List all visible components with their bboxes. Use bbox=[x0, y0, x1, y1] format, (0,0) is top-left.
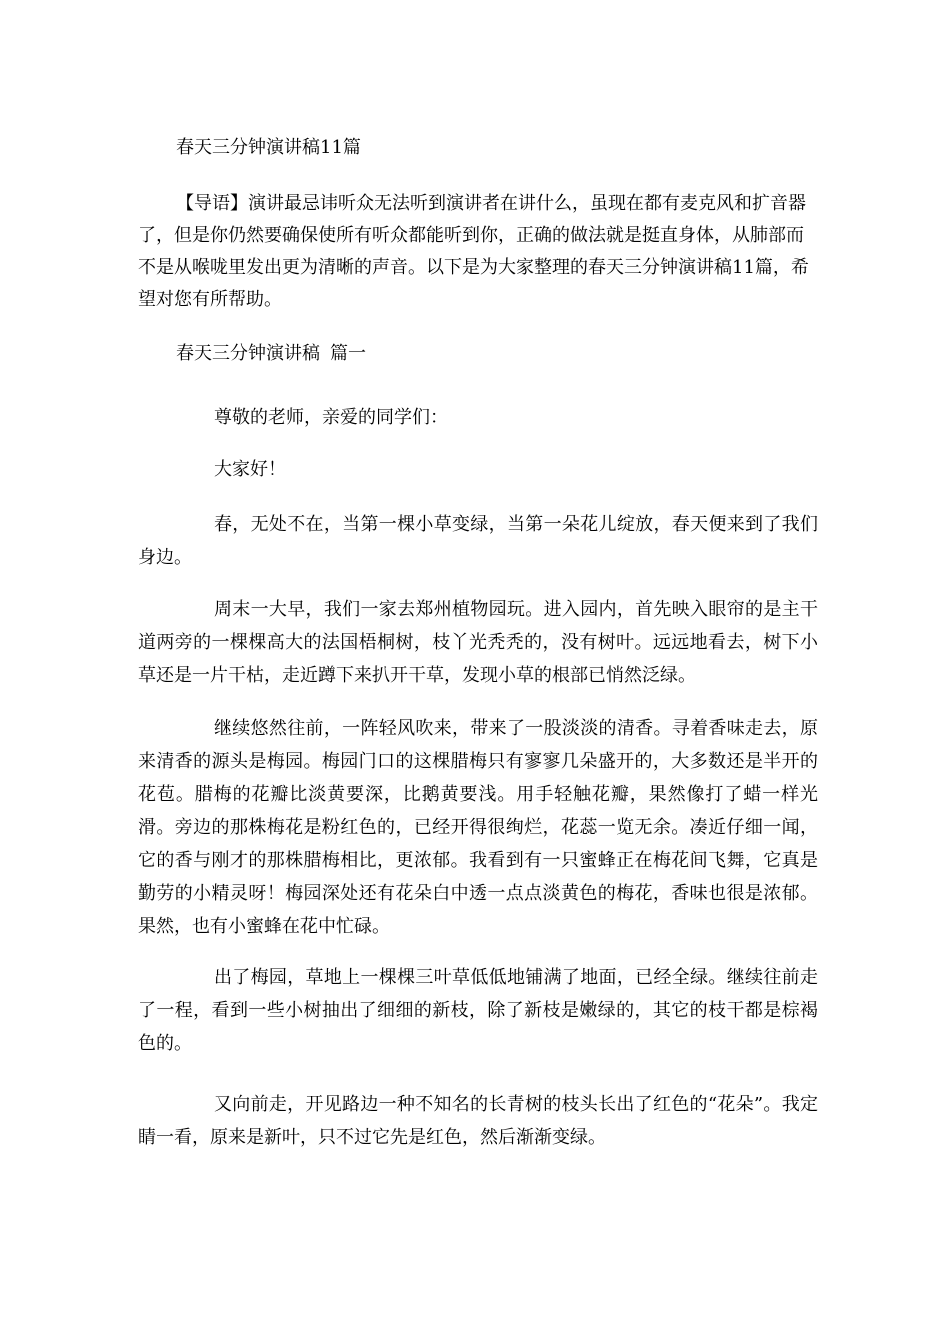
section-heading bbox=[176, 342, 366, 366]
body-paragraph-2: 周末一大早，我们一家去郑州植物园玩。进入园内，首先映入眼帘的是主干道两旁的一棵棵高大的法国梧桐树，枝丫光秃秃的，没有树叶。远远地看去，树下小草还是一片干枯，走近蹲下来扒开干草，发现小草的根部已悄然泛绿。 bbox=[138, 599, 818, 686]
section-title: 春天三分钟演讲稿 bbox=[176, 343, 320, 364]
salutation: 尊敬的老师，亲爱的同学们： bbox=[214, 407, 448, 428]
body-paragraph-1: 春，无处不在，当第一棵小草变绿，当第一朵花儿绽放，春天便来到了我们身边。 bbox=[138, 514, 818, 568]
document-title: 春天三分钟演讲稿11篇 bbox=[176, 137, 361, 158]
section-number: 篇一 bbox=[330, 343, 366, 364]
body-paragraph-5: 又向前走，开见路边一种不知名的长青树的枝头长出了红色的“花朵”。我定睛一看，原来是新叶，只不过它先是红色，然后渐渐变绿。 bbox=[138, 1094, 818, 1148]
intro-label: 【导语】 bbox=[176, 193, 248, 214]
body-paragraph-3: 继续悠然往前，一阵轻风吹来，带来了一股淡淡的清香。寻着香味走去，原来清香的源头是梅园。梅园门口的这棵腊梅只有寥寥几朵盛开的，大多数还是半开的花苞。腊梅的花瓣比淡黄要深，比鹅黄要浅。用手轻触花瓣，果然像打了蜡一样光滑。旁边的那株梅花是粉红色的，已经开得很绚烂，花蕊一览无余。凑近仔细一闻，它的香与刚才的那株腊梅相比，更浓郁。我看到有一只蜜蜂正在梅花间飞舞，它真是勤劳的小精灵呀！梅园深处还有花朵白中透一点点淡黄色的梅花，香味也很是浓郁。果然，也有小蜜蜂在花中忙碌。 bbox=[138, 718, 818, 937]
greeting: 大家好！ bbox=[214, 459, 286, 480]
intro-text: 演讲最忌讳听众无法听到演讲者在讲什么，虽现在都有麦克风和扩音器了，但是你仍然要确保使所有听众都能听到你，正确的做法就是挺直身体，从肺部而不是从喉咙里发出更为清晰的声音。以下是为大家整理的春天三分钟演讲稿11篇，希望对您有所帮助。 bbox=[138, 193, 809, 310]
body-paragraph-4: 出了梅园，草地上一棵棵三叶草低低地铺满了地面，已经全绿。继续往前走了一程，看到一些小树抽出了细细的新枝，除了新枝是嫩绿的，其它的枝干都是棕褐色的。 bbox=[138, 967, 818, 1054]
intro-paragraph bbox=[138, 188, 818, 316]
